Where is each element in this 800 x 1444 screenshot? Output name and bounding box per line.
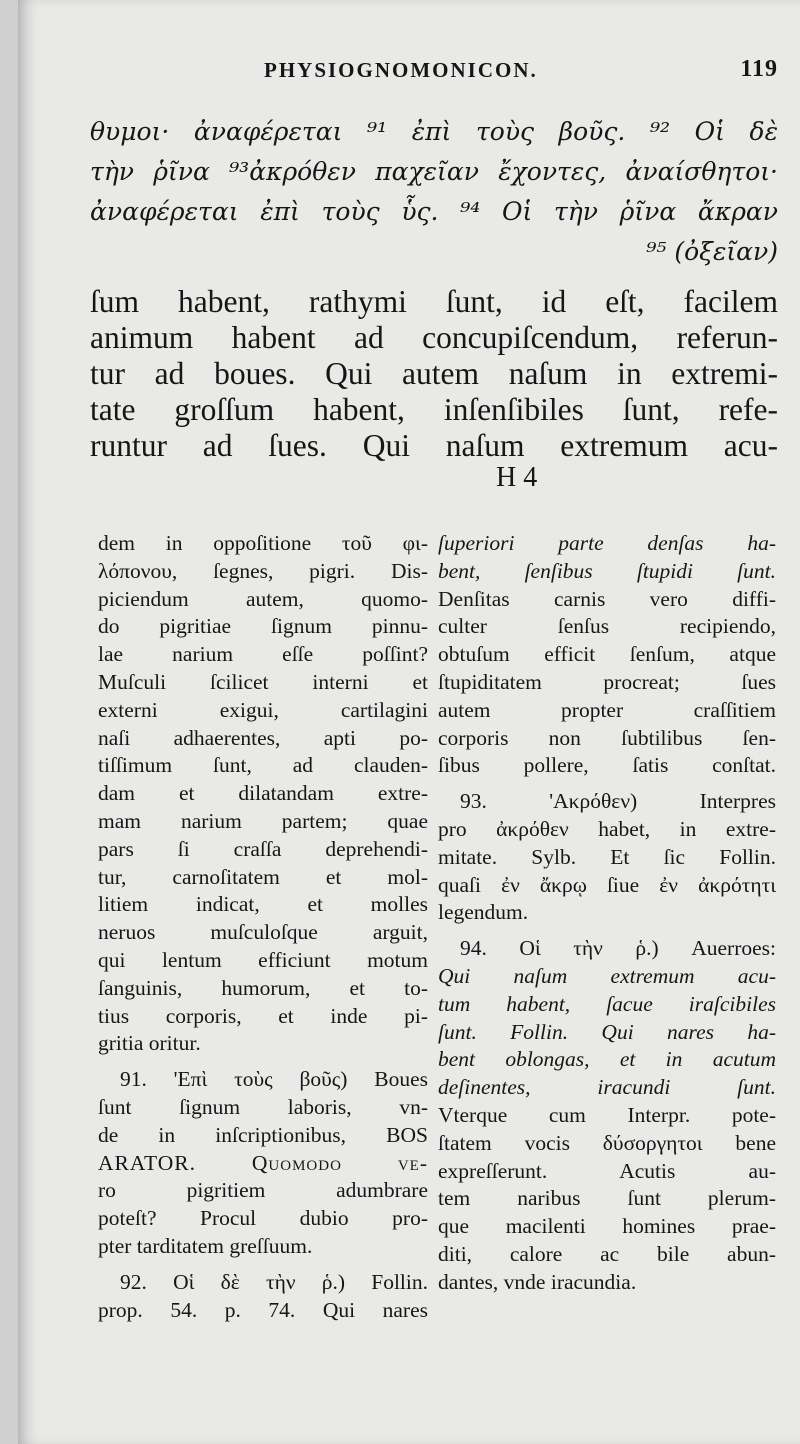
footnote-line: quaſi ἐν ἄκρῳ ſiue ἐν ἀκρότητι	[438, 872, 776, 897]
footnote-line: qui lentum efficiunt motum	[98, 947, 428, 972]
greek-line: ἀναφέρεται ἐπὶ τοὺς ὗς. ⁹⁴ Οἱ τὴν ῥῖνα ἄκραν	[90, 197, 778, 226]
footnote-line: corporis non ſubtilibus ſen-	[438, 725, 776, 750]
footnote-line: litiem indicat, et molles	[98, 892, 428, 917]
footnote-line: pars ſi craſſa deprehendi-	[98, 836, 428, 861]
footnote-line: Muſculi ſcilicet interni et	[98, 669, 428, 694]
footnote-line: de in inſcriptionibus, BOS	[98, 1122, 428, 1147]
footnote-line: dem in oppoſitione τοῦ φι-	[98, 531, 428, 555]
footnote-line: 92. Οἱ δὲ τὴν ῥ.) Follin.	[120, 1269, 428, 1294]
footnote-93	[438, 788, 776, 927]
signature-mark: H 4	[496, 462, 538, 493]
footnote-line: ARATOR. Quomodo ve-	[98, 1150, 428, 1175]
footnote-line: prop. 54. p. 74. Qui nares	[98, 1297, 428, 1322]
footnote-line: ſunt ſignum laboris, vn-	[98, 1094, 428, 1119]
footnote-line: autem propter craſſitiem	[438, 697, 776, 722]
footnote-line: tius corporis, et inde pi-	[98, 1003, 428, 1028]
latin-line: tate groſſum habent, inſenſibiles ſunt, refe-	[90, 392, 778, 427]
footnote-92	[98, 1269, 428, 1325]
footnote-line: Qui naſum extremum acu-	[438, 963, 776, 988]
footnote-line: lae narium eſſe poſſint?	[98, 642, 428, 667]
footnote-line: dantes, vnde iracundia.	[438, 1269, 637, 1294]
page-number: 119	[740, 56, 778, 82]
book-page	[18, 0, 800, 1444]
footnote-94	[438, 935, 776, 1296]
footnote-line: diti, calore ac bile abun-	[438, 1241, 776, 1266]
running-head: PHYSIOGNOMONICON.	[264, 58, 538, 82]
footnote-line: culter ſenſus recipiendo,	[438, 614, 776, 639]
greek-line: ⁹⁵ (ὀξεῖαν)	[646, 237, 778, 266]
footnote-line: Denſitas carnis vero diffi-	[438, 586, 776, 611]
footnote-line: ſtatem vocis δύσοργητοι bene	[438, 1130, 776, 1155]
footnote-91	[98, 1066, 428, 1261]
footnote-line: mitate. Sylb. Et ſic Follin.	[438, 844, 776, 869]
footnote-line: bent oblongas, et in acutum	[438, 1047, 776, 1072]
footnote-line: ro pigritiem adumbrare	[98, 1178, 428, 1203]
latin-translation-block	[90, 284, 778, 464]
latin-line: runtur ad ſues. Qui naſum extremum acu-	[90, 428, 778, 463]
greek-line: θυμοι· ἀναφέρεται ⁹¹ ἐπὶ τοὺς βοῦς. ⁹² Οἱ δὲ	[90, 117, 778, 146]
footnote	[98, 530, 428, 1058]
latin-line: tur ad boues. Qui autem naſum in extremi-	[90, 356, 778, 391]
footnote-line: 94. Οἱ τὴν ῥ.) Auerroes:	[460, 936, 776, 961]
footnote-line: tur, carnoſitatem et mol-	[98, 864, 428, 889]
footnote-line: tiſſimum ſunt, ad clauden-	[98, 753, 428, 778]
footnote-line: ſuperiori parte denſas ha-	[438, 531, 776, 555]
greek-line: τὴν ῥῖνα ⁹³ἀκρόθεν παχεῖαν ἔχοντες, ἀναίσθητοι·	[90, 157, 778, 186]
footnote-line: tem naribus ſunt plerum-	[438, 1186, 776, 1211]
footnote-line: gritia oritur.	[98, 1031, 201, 1056]
footnotes-left-column	[98, 530, 428, 1324]
footnote-line: que macilenti homines prae-	[438, 1214, 776, 1239]
footnote-line: ſanguinis, humorum, et to-	[98, 975, 428, 1000]
footnote-line: pro ἀκρόθεν habet, in extre-	[438, 816, 776, 841]
footnote-line: expreſſerunt. Acutis au-	[438, 1158, 776, 1183]
footnote-line: λόπονου, ſegnes, pigri. Dis-	[98, 558, 428, 583]
footnote-line: deſinentes, iracundi ſunt.	[438, 1075, 776, 1100]
latin-line: ſum habent, rathymi ſunt, id eſt, facilem	[90, 284, 778, 319]
footnote-line: ſunt. Follin. Qui nares ha-	[438, 1019, 776, 1044]
footnote-line: 93. 'Ακρόθεν) Interpres	[460, 789, 776, 814]
footnote-line: obtuſum efficit ſenſum, atque	[438, 642, 776, 667]
page-header	[18, 58, 800, 90]
footnote-line: pter tarditatem greſſuum.	[98, 1233, 313, 1258]
footnote-line: piciendum autem, quomo-	[98, 586, 428, 611]
footnote-line: ſtupiditatem procreat; ſues	[438, 669, 776, 694]
footnote-line: neruos muſculoſque arguit,	[98, 920, 428, 945]
footnote-line: bent, ſenſibus ſtupidi ſunt.	[438, 558, 776, 583]
footnote-line: ſibus pollere, ſatis conſtat.	[438, 753, 776, 778]
footnote-line: mam narium partem; quae	[98, 808, 428, 833]
footnote-line: externi exigui, cartilagini	[98, 697, 428, 722]
footnote-line: 91. 'Επὶ τοὺς βοῦς) Boues	[120, 1067, 428, 1092]
footnotes-right-column	[438, 530, 776, 1297]
footnote-line: legendum.	[438, 900, 529, 925]
greek-text-block	[90, 112, 778, 272]
footnote-line: Vterque cum Interpr. pote-	[438, 1102, 776, 1127]
footnote-line: poteſt? Procul dubio pro-	[98, 1206, 428, 1231]
footnote-line: naſi adhaerentes, apti po-	[98, 725, 428, 750]
footnote-line: dam et dilatandam extre-	[98, 781, 428, 806]
footnote-92-continued	[438, 530, 776, 780]
latin-line: animum habent ad concupiſcendum, referun-	[90, 320, 778, 355]
footnote-line: tum habent, ſacue iraſcibiles	[438, 991, 776, 1016]
footnote-line: do pigritiae ſignum pinnu-	[98, 614, 428, 639]
